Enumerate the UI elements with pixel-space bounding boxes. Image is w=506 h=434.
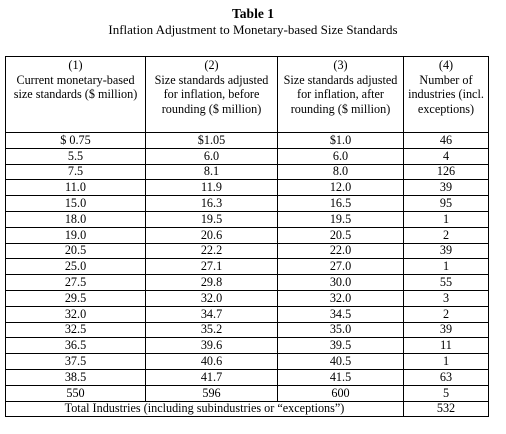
table-row — [6, 164, 489, 180]
cell-current-standard: 550 — [6, 385, 146, 401]
cell-industry-count: 2 — [404, 227, 489, 243]
total-label: Total Industries (including subindustries or “exceptions”) — [6, 401, 404, 417]
cell-adjusted-after-rounding: 12.0 — [278, 180, 404, 196]
cell-industry-count: 63 — [404, 369, 489, 385]
cell-industry-count: 1 — [404, 259, 489, 275]
column-label: Size standards adjusted for inflation, after rounding ($ million) — [283, 72, 398, 116]
column-header-4 — [404, 57, 489, 133]
cell-current-standard: 15.0 — [6, 196, 146, 212]
cell-current-standard: 36.5 — [6, 338, 146, 354]
cell-adjusted-before-rounding: 16.3 — [146, 196, 278, 212]
cell-adjusted-after-rounding: 16.5 — [278, 196, 404, 212]
table-row — [6, 211, 489, 227]
cell-industry-count: 39 — [404, 180, 489, 196]
cell-current-standard: 20.5 — [6, 243, 146, 259]
cell-adjusted-after-rounding: 40.5 — [278, 354, 404, 370]
column-number: (4) — [438, 58, 454, 72]
cell-current-standard: 11.0 — [6, 180, 146, 196]
cell-current-standard: 38.5 — [6, 369, 146, 385]
cell-industry-count: 2 — [404, 306, 489, 322]
cell-adjusted-before-rounding: 39.6 — [146, 338, 278, 354]
cell-current-standard: 7.5 — [6, 164, 146, 180]
cell-adjusted-before-rounding: 19.5 — [146, 211, 278, 227]
cell-industry-count: 126 — [404, 164, 489, 180]
cell-adjusted-before-rounding: 20.6 — [146, 227, 278, 243]
table-subtitle: Inflation Adjustment to Monetary-based Size Standards — [108, 22, 398, 37]
cell-current-standard: 18.0 — [6, 211, 146, 227]
cell-industry-count: 39 — [404, 322, 489, 338]
cell-adjusted-after-rounding: 41.5 — [278, 369, 404, 385]
cell-industry-count: 39 — [404, 243, 489, 259]
cell-adjusted-before-rounding: 8.1 — [146, 164, 278, 180]
cell-adjusted-before-rounding: 34.7 — [146, 306, 278, 322]
cell-adjusted-before-rounding: 41.7 — [146, 369, 278, 385]
cell-adjusted-after-rounding: 34.5 — [278, 306, 404, 322]
cell-current-standard: 27.5 — [6, 275, 146, 291]
cell-adjusted-before-rounding: 6.0 — [146, 148, 278, 164]
column-label: Size standards adjusted for inflation, before rounding ($ million) — [154, 72, 269, 116]
table-row — [6, 196, 489, 212]
total-value: 532 — [404, 401, 489, 417]
cell-adjusted-after-rounding: 35.0 — [278, 322, 404, 338]
column-number: (1) — [68, 58, 83, 72]
cell-adjusted-after-rounding: $1.0 — [278, 133, 404, 149]
cell-industry-count: 1 — [404, 354, 489, 370]
table-row — [6, 148, 489, 164]
cell-adjusted-after-rounding: 27.0 — [278, 259, 404, 275]
cell-adjusted-after-rounding: 8.0 — [278, 164, 404, 180]
cell-adjusted-after-rounding: 22.0 — [278, 243, 404, 259]
cell-adjusted-after-rounding: 600 — [278, 385, 404, 401]
cell-adjusted-before-rounding: 11.9 — [146, 180, 278, 196]
header-row — [6, 57, 489, 133]
cell-industry-count: 46 — [404, 133, 489, 149]
cell-adjusted-before-rounding: 22.2 — [146, 243, 278, 259]
cell-industry-count: 3 — [404, 290, 489, 306]
table-row — [6, 369, 489, 385]
cell-adjusted-after-rounding: 32.0 — [278, 290, 404, 306]
cell-adjusted-after-rounding: 39.5 — [278, 338, 404, 354]
cell-industry-count: 11 — [404, 338, 489, 354]
column-header-3 — [278, 57, 404, 133]
cell-adjusted-before-rounding: 40.6 — [146, 354, 278, 370]
cell-adjusted-before-rounding: 35.2 — [146, 322, 278, 338]
cell-industry-count: 95 — [404, 196, 489, 212]
column-header-2 — [146, 57, 278, 133]
column-number: (3) — [333, 58, 348, 72]
column-number: (2) — [204, 58, 219, 72]
table-row — [6, 322, 489, 338]
cell-adjusted-before-rounding: 29.8 — [146, 275, 278, 291]
size-standards-table — [5, 56, 489, 417]
table-body — [6, 133, 489, 417]
cell-current-standard: 29.5 — [6, 290, 146, 306]
cell-current-standard: 25.0 — [6, 259, 146, 275]
cell-current-standard: 37.5 — [6, 354, 146, 370]
table-row — [6, 259, 489, 275]
column-label: Current monetary-based size standards ($ million) — [13, 72, 138, 102]
table-row — [6, 275, 489, 291]
table-row — [6, 354, 489, 370]
cell-industry-count: 1 — [404, 211, 489, 227]
cell-adjusted-after-rounding: 6.0 — [278, 148, 404, 164]
total-row — [6, 401, 489, 417]
cell-adjusted-before-rounding: 27.1 — [146, 259, 278, 275]
table-row — [6, 227, 489, 243]
cell-adjusted-before-rounding: $1.05 — [146, 133, 278, 149]
table-header — [6, 57, 489, 133]
table-row — [6, 338, 489, 354]
table-row — [6, 133, 489, 149]
cell-adjusted-before-rounding: 596 — [146, 385, 278, 401]
cell-current-standard: 32.0 — [6, 306, 146, 322]
table-row — [6, 180, 489, 196]
cell-current-standard: $ 0.75 — [6, 133, 146, 149]
column-label: Number of industries (incl. exceptions) — [408, 72, 484, 116]
table-row — [6, 243, 489, 259]
table-row — [6, 290, 489, 306]
cell-adjusted-after-rounding: 30.0 — [278, 275, 404, 291]
cell-adjusted-after-rounding: 19.5 — [278, 211, 404, 227]
cell-current-standard: 5.5 — [6, 148, 146, 164]
table-row — [6, 385, 489, 401]
cell-adjusted-before-rounding: 32.0 — [146, 290, 278, 306]
cell-industry-count: 55 — [404, 275, 489, 291]
cell-adjusted-after-rounding: 20.5 — [278, 227, 404, 243]
table-title: Table 1 — [232, 6, 274, 21]
cell-current-standard: 32.5 — [6, 322, 146, 338]
column-header-1 — [6, 57, 146, 133]
cell-industry-count: 5 — [404, 385, 489, 401]
table-row — [6, 306, 489, 322]
cell-current-standard: 19.0 — [6, 227, 146, 243]
cell-industry-count: 4 — [404, 148, 489, 164]
